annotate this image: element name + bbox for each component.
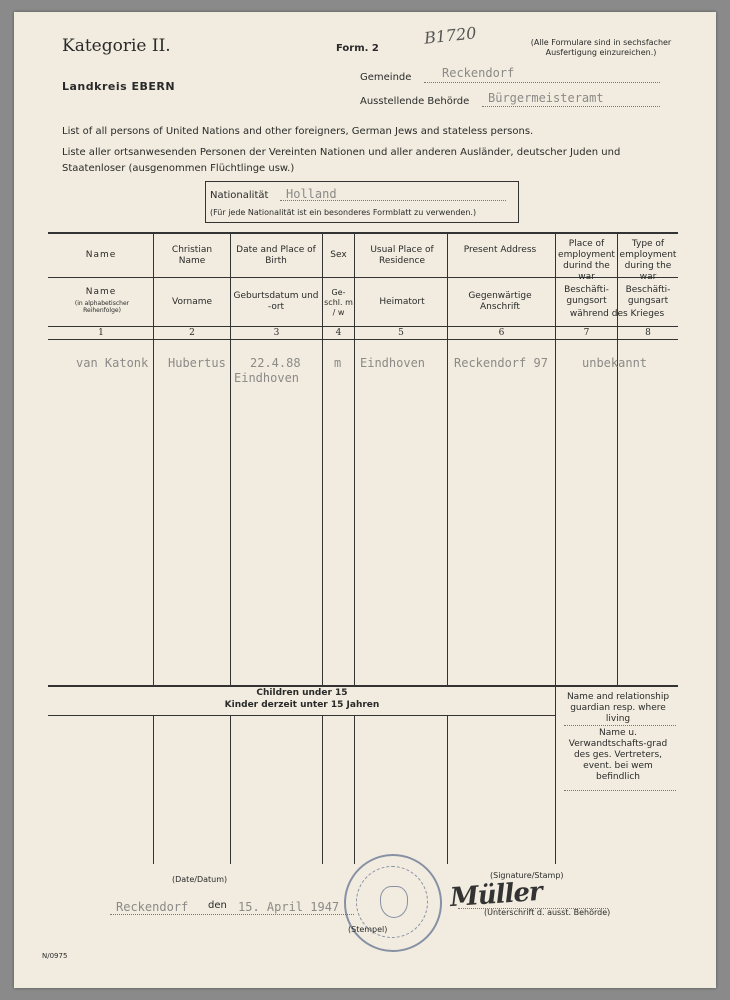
- row-address: Reckendorf 97: [454, 356, 548, 370]
- official-stamp: [344, 854, 442, 952]
- nationality-label: Nationalität: [210, 190, 269, 201]
- footer-place: Reckendorf: [116, 900, 189, 914]
- during-war-de: während des Krieges: [569, 309, 665, 319]
- col5-de: Heimatort: [379, 297, 425, 307]
- col6-de: Gegenwärtige Anschrift: [468, 291, 532, 312]
- nationality-value: Holland: [286, 187, 337, 201]
- col-num-5: 5: [398, 328, 404, 338]
- children-de: Kinder derzeit unter 15 Jahren: [224, 700, 380, 710]
- row-heimatort: Eindhoven: [360, 356, 426, 370]
- col-num-1: 1: [98, 328, 104, 338]
- col7-de: Beschäfti-gungsort: [564, 285, 609, 306]
- handwritten-number: B1720: [423, 23, 478, 48]
- footer-date: 15. April 1947: [238, 900, 340, 914]
- col-num-6: 6: [498, 328, 505, 338]
- row-sex: m: [334, 356, 342, 370]
- col-num-8: 8: [645, 328, 651, 338]
- col1-de-sub: (in alphabetischer Reihenfolge): [74, 300, 130, 314]
- unterschrift-label: (Unterschrift d. ausst. Behörde): [484, 908, 611, 917]
- copies-note: (Alle Formulare sind in sechsfacher Ausfertigung einzureichen.): [530, 38, 672, 57]
- col4-en: Sex: [330, 250, 347, 260]
- behoerde-label: Ausstellende Behörde: [360, 96, 470, 107]
- date-label: (Date/Datum): [172, 875, 228, 884]
- col-num-4: 4: [335, 328, 342, 338]
- table-bottom-border: [48, 685, 678, 687]
- col8-en: Type of employment during the war: [619, 239, 677, 282]
- row-vorname: Hubertus: [168, 356, 226, 370]
- col3-en: Date and Place of Birth: [236, 245, 316, 266]
- form-code: N/0975: [42, 952, 68, 960]
- col1-en: Name: [85, 250, 117, 260]
- form-sheet: [14, 12, 716, 988]
- kategorie-title: Kategorie II.: [62, 36, 171, 56]
- row-birth-place: Eindhoven: [234, 371, 300, 385]
- landkreis: Landkreis EBERN: [62, 80, 176, 93]
- col-num-7: 7: [583, 328, 590, 338]
- behoerde-value: Bürgermeisteramt: [488, 91, 604, 105]
- row-birth-date: 22.4.88: [250, 356, 301, 370]
- col8-de: Beschäfti-gungsart: [625, 285, 671, 306]
- col5-en: Usual Place of Residence: [370, 245, 434, 266]
- col2-de: Vorname: [171, 297, 213, 307]
- signature: Müller: [449, 876, 543, 914]
- col-num-2: 2: [189, 328, 195, 338]
- form-number: Form. 2: [336, 43, 379, 54]
- numbers-top-line: [48, 326, 678, 327]
- intro-english: List of all persons of United Nations and other foreigners, German Jews and stateless persons.: [62, 126, 534, 137]
- children-en: Children under 15: [256, 688, 348, 698]
- gemeinde-label: Gemeinde: [360, 72, 412, 83]
- col-num-3: 3: [273, 328, 280, 338]
- nationality-box: [205, 181, 519, 223]
- numbers-bottom-line: [48, 339, 678, 340]
- col3-de: Geburtsdatum und -ort: [233, 291, 319, 312]
- col4-de: Ge-schl. m / w: [324, 288, 353, 317]
- guardian-en: Name and relationship guardian resp. where living: [566, 692, 670, 724]
- col1-de: Name: [85, 287, 117, 297]
- intro-german: Liste aller ortsanwesenden Personen der Vereinten Nationen und aller anderen Ausländer, deutscher Juden und Staatenloser (ausgenommen Flüchtlinge usw.): [62, 147, 621, 174]
- signature-label: (Signature/Stamp): [490, 871, 564, 880]
- children-header-line: [48, 715, 555, 716]
- col7-en: Place of employment durind the war: [558, 239, 615, 282]
- footer-den: den: [208, 900, 227, 911]
- gemeinde-line: [424, 82, 660, 83]
- behoerde-line: [482, 106, 660, 107]
- guardian-de: Name u. Verwandtschafts-grad des ges. Vertreters, event. bei wem befindlich: [568, 728, 668, 782]
- table-top-border: [48, 232, 678, 234]
- col6-en: Present Address: [463, 245, 537, 255]
- row-name: van Katonk: [76, 356, 149, 370]
- gemeinde-value: Reckendorf: [442, 66, 515, 80]
- row-beruf: unbekannt: [582, 356, 648, 370]
- stempel-label: (Stempel): [348, 925, 388, 934]
- col2-en: Christian Name: [171, 245, 213, 266]
- nationality-note: (Für jede Nationalität ist ein besonderes Formblatt zu verwenden.): [210, 208, 477, 217]
